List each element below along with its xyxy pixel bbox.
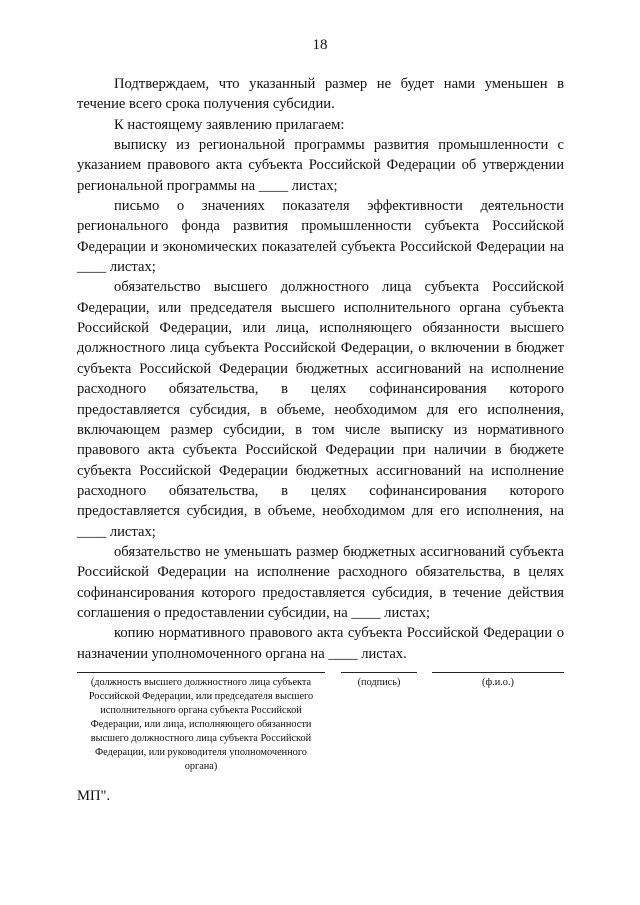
paragraph-authority-act-copy: копию нормативного правового акта субъекта Российской Федерации о назначении уполномоченного органа на ____ листах.	[77, 625, 564, 662]
paragraph-attachments-intro: К настоящему заявлению прилагаем:	[114, 116, 345, 133]
paragraph-budget-obligation: обязательство не уменьшать размер бюджетных ассигнований субъекта Российской Федерации на исполнение расходного обязательства, в целях софинансирования которого предоставляется субсидия, в течение действия соглашения о предоставлении субсидии, на ____ листах;	[77, 543, 564, 621]
stamp-mark: МП".	[77, 788, 111, 804]
signature-line	[341, 672, 417, 673]
signature-caption: (подпись)	[357, 677, 401, 688]
signature-block	[0, 655, 640, 775]
page-number: 18	[312, 37, 328, 53]
name-line	[432, 672, 564, 673]
position-line	[77, 672, 325, 673]
name-caption: (ф.и.о.)	[482, 677, 514, 688]
paragraph-confirmation: Подтверждаем, что указанный размер не будет нами уменьшен в течение всего срока получения субсидии.	[77, 76, 564, 113]
paragraph-efficiency-letter: письмо о значениях показателя эффективности деятельности регионального фонда развития промышленности субъекта Российской Федерации и экономических показателей субъекта Российской Федерации на ____ листах;	[77, 198, 564, 276]
paragraph-program-extract: выписку из региональной программы развития промышленности с указанием правового акта субъекта Российской Федерации об утверждении региональной программы на ____ листах;	[77, 137, 564, 194]
position-caption: (должность высшего должностного лица субъекта Российской Федерации, или председателя высшего исполнительного органа субъекта Российской Федерации, или лица, исполняющего обязанности высшего должностного лица субъекта Российской Федерации, или руководителя уполномоченного органа)	[88, 677, 314, 772]
document-body	[77, 74, 564, 664]
paragraph-official-obligation: обязательство высшего должностного лица субъекта Российской Федерации, или председателя высшего исполнительного органа субъекта Российской Федерации, или лица, исполняющего обязанности высшего должностного лица субъекта Российской Федерации, о включении в бюджет субъекта Российской Федерации бюджетных ассигнований на исполнение расходного обязательства, в целях софинансирования которого предоставляется субсидия, в объеме, необходимом для его исполнения, включающем размер субсидии, в том числе выписку из нормативного правового акта субъекта Российской Федерации при наличии в бюджете субъекта Российской Федерации бюджетных ассигнований на исполнение расходного обязательства, в целях софинансирования которого предоставляется субсидия, в объеме, необходимом для его исполнения, на ____ листах;	[77, 279, 564, 540]
